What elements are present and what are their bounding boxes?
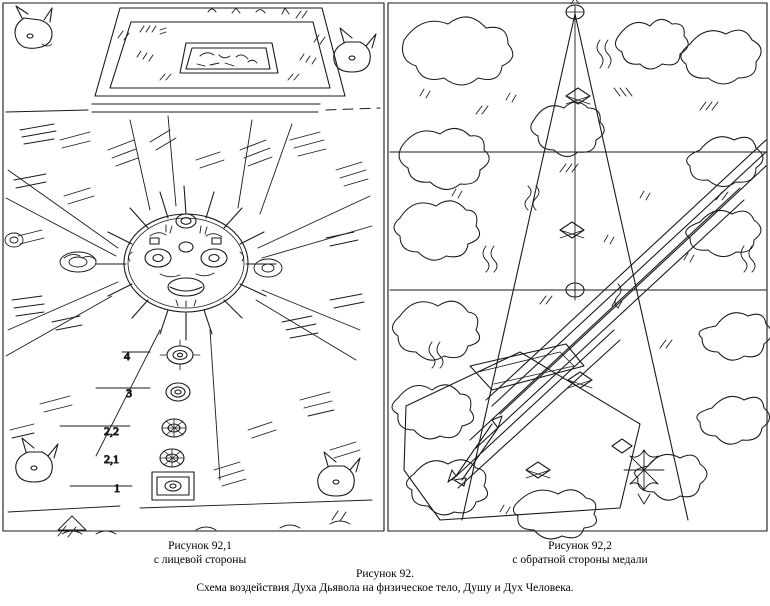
creature-heads	[15, 6, 376, 496]
obverse-drawing	[5, 6, 380, 537]
scale-label-22: 2,2	[104, 424, 119, 438]
caption-right	[460, 539, 700, 568]
caption-left	[80, 539, 320, 568]
scale-label-4: 4	[124, 349, 130, 363]
diagonal-beams	[452, 140, 766, 488]
center-symbol	[566, 283, 584, 297]
caption-right-line2: с обратной стороны медали	[512, 554, 648, 567]
caption-bottom	[0, 567, 770, 596]
caption-bottom-line1: Рисунок 92.	[356, 568, 414, 580]
scale-label-21: 2,1	[104, 452, 119, 466]
long-rays	[6, 116, 372, 480]
cross-axes	[390, 152, 766, 290]
lower-polygon	[404, 344, 640, 520]
caption-left-line2: с лицевой стороны	[153, 554, 247, 567]
caption-left-line1: Рисунок 92,1	[168, 540, 232, 552]
scale-label-3: 3	[126, 386, 132, 400]
caption-right-line1: Рисунок 92,2	[548, 540, 612, 552]
chakra-column	[60, 340, 200, 500]
spear-symbol	[448, 416, 502, 486]
scale-labels	[104, 349, 132, 495]
horizon-band	[6, 104, 380, 112]
tablet-outline	[95, 8, 345, 96]
background-hatching	[10, 124, 368, 486]
caption-bottom-line2: Схема воздействия Духа Дьявола на физическое тело, Душу и Дух Человека.	[196, 582, 574, 595]
reverse-drawing	[390, 0, 770, 539]
cloud-shapes	[392, 17, 770, 539]
scale-label-1: 1	[114, 481, 120, 495]
sun-face	[96, 186, 276, 340]
large-triangle	[462, 8, 688, 520]
